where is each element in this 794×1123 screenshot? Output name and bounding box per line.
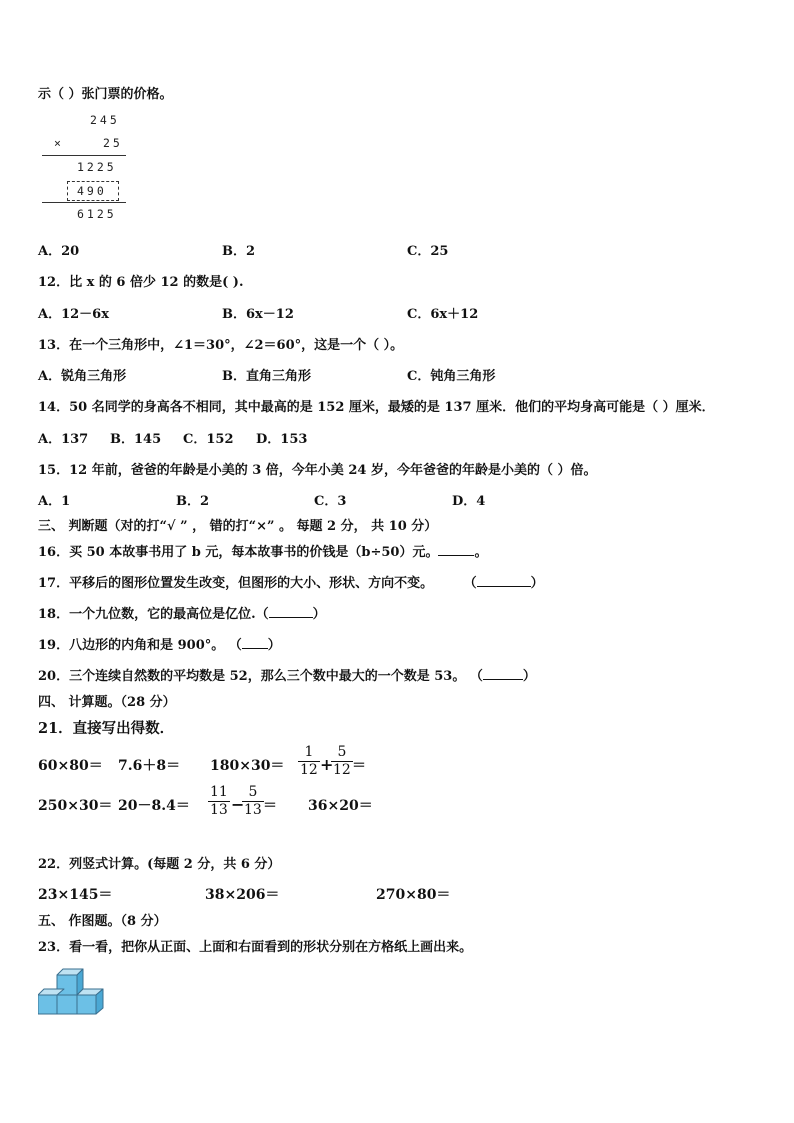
plus-sign: + (320, 755, 334, 774)
q11-stem-tail: 示（ ）张门票的价格。 (38, 87, 173, 102)
q19-text: 19．八边形的内角和是 900°。 （ (38, 638, 242, 653)
q14-option-b: B．145 (110, 432, 162, 447)
vm-rule-1 (42, 155, 126, 156)
vm-rule-2 (42, 202, 126, 203)
q14-stem: 14．50 名同学的身高各不相同，其中最高的是 152 厘米，最矮的是 137 厘米．他们的平均身高可能是（ ）厘米． (38, 400, 715, 415)
q17-line (38, 572, 544, 591)
section-3-heading: 三、 判断题（对的打“√ ” ， 错的打“×” 。 每题 2 分， 共 10 分） (38, 519, 438, 534)
q21-item-6: 20－8.4＝ (118, 798, 190, 814)
q16-text: 16．买 50 本故事书用了 b 元，每本故事书的价钱是（b÷50）元。 (38, 545, 439, 560)
q11-option-a: A．20 (38, 244, 80, 259)
q19-close: ） (267, 638, 281, 653)
q18-close: ） (312, 607, 326, 622)
cube-bottom-right (77, 995, 96, 1014)
q18-text: 18．一个九位数，它的最高位是亿位.（ (38, 607, 269, 622)
q12-stem: 12．比 x 的 6 倍少 12 的数是( ). (38, 275, 244, 290)
q11-option-b: B．2 (222, 244, 256, 259)
q21-item-3: 180×30＝ (210, 758, 285, 774)
q19-answer-blank[interactable] (242, 636, 268, 649)
vm-multiplier: 25 (103, 136, 123, 150)
q15-option-a: A．1 (38, 494, 71, 509)
vm-times-sign: × (54, 136, 64, 150)
q12-option-c: C．6x＋12 (407, 307, 479, 322)
q16-end: 。 (474, 545, 488, 560)
cube-bottom-left (38, 995, 57, 1014)
q20-text: 20．三个连续自然数的平均数是 52，那么三个数中最大的一个数是 53。 （ (38, 669, 483, 684)
q17-open: （ (463, 576, 477, 591)
q12-option-a: A．12－6x (38, 307, 109, 322)
q19-line (38, 634, 281, 653)
q16-answer-blank[interactable] (438, 543, 474, 556)
fraction-11-13: $\frac{11}{13}$ (210, 784, 228, 818)
section-5-heading: 五、 作图题。（8 分） (38, 914, 167, 929)
fraction-5-13: $\frac{5}{13}$ (244, 784, 262, 818)
cube-stack-figure (38, 968, 108, 1016)
q22-item-2: 38×206＝ (205, 887, 280, 903)
q13-option-c: C．钝角三角形 (407, 369, 496, 384)
q20-close: ） (522, 669, 536, 684)
section-4-heading: 四、 计算题。（28 分） (38, 695, 176, 710)
equals-sign: ＝ (352, 758, 366, 774)
vm-partial-1: 1225 (77, 160, 117, 174)
fraction-1-12: $\frac{1}{12}$ (300, 744, 318, 778)
q15-option-d: D．4 (452, 494, 486, 509)
q11-option-c: C．25 (407, 244, 449, 259)
cube-bottom-middle (57, 995, 77, 1014)
q21-item-8: 36×20＝ (308, 798, 373, 814)
q12-option-b: B．6x－12 (222, 307, 294, 322)
q22-item-1: 23×145＝ (38, 887, 113, 903)
q14-option-d: D．153 (256, 432, 308, 447)
q21-item-1: 60×80＝ (38, 758, 103, 774)
q16-line (38, 541, 487, 560)
q22-item-3: 270×80＝ (376, 887, 451, 903)
q13-stem: 13．在一个三角形中，∠1＝30°，∠2＝60°，这是一个（ ）。 (38, 338, 404, 353)
q13-option-a: A．锐角三角形 (38, 369, 127, 384)
q14-option-a: A．137 (38, 432, 89, 447)
q15-option-b: B．2 (176, 494, 210, 509)
q21-stem: 21．直接写出得数． (38, 720, 175, 737)
q13-option-b: B．直角三角形 (222, 369, 311, 384)
q17-text: 17．平移后的图形位置发生改变，但图形的大小、形状、方向不变。 (38, 576, 434, 591)
q22-stem: 22．列竖式计算。(每题 2 分，共 6 分） (38, 857, 281, 872)
q15-stem: 15．12 年前，爸爸的年龄是小美的 3 倍，今年小美 24 岁，今年爸爸的年龄是小美的（ ）倍。 (38, 463, 597, 478)
fraction-5-12: $\frac{5}{12}$ (333, 744, 351, 778)
q15-option-c: C．3 (314, 494, 347, 509)
q20-line (38, 665, 536, 684)
vm-partial-2: 490 (77, 184, 107, 198)
vm-product: 6125 (77, 207, 117, 221)
q20-answer-blank[interactable] (483, 667, 523, 680)
q23-stem: 23．看一看，把你从正面、上面和右面看到的形状分别在方格纸上画出来。 (38, 940, 473, 955)
q18-line (38, 603, 326, 622)
minus-sign: − (231, 795, 245, 814)
q17-answer-blank[interactable] (477, 574, 531, 587)
equals-sign-2: ＝ (263, 798, 277, 814)
q18-answer-blank[interactable] (269, 605, 313, 618)
vm-multiplicand: 245 (90, 113, 120, 127)
q17-close: ） (530, 576, 544, 591)
q21-item-5: 250×30＝ (38, 798, 113, 814)
q21-item-2: 7.6＋8＝ (118, 758, 181, 774)
q14-option-c: C．152 (183, 432, 234, 447)
